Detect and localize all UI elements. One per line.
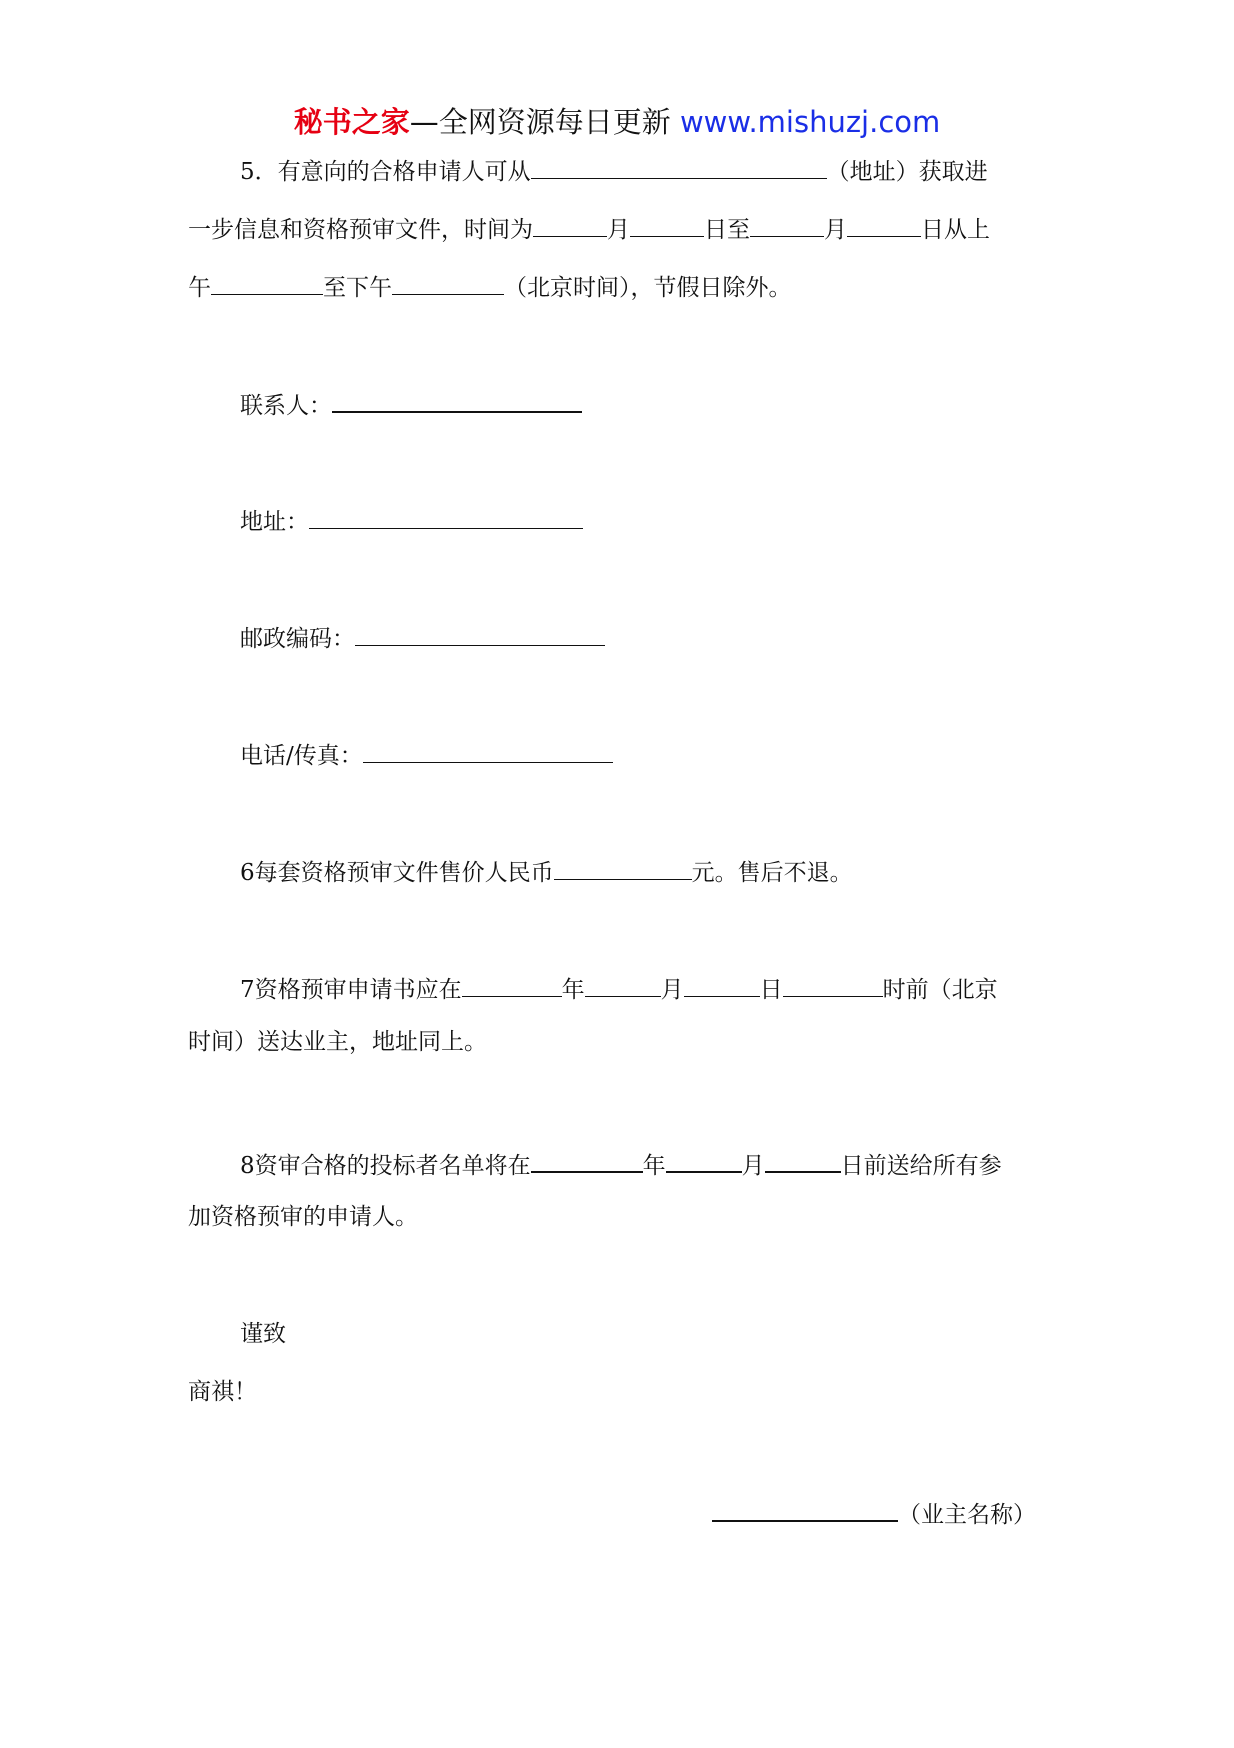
owner-name-field[interactable]: [712, 1492, 898, 1522]
address-row: 地址：: [240, 500, 583, 538]
am-time-blank[interactable]: [211, 266, 323, 295]
closing-salutation: 商祺！: [188, 1379, 257, 1405]
address-field[interactable]: [309, 500, 583, 529]
item7-line1: 7资格预审申请书应在 年 月 日 时前（北京: [240, 968, 998, 1006]
notice-day-blank[interactable]: [765, 1143, 841, 1173]
start-month-blank[interactable]: [533, 208, 607, 237]
end-day-blank[interactable]: [847, 208, 921, 237]
site-watermark-header: [0, 100, 1234, 144]
price-blank[interactable]: [554, 851, 692, 880]
submit-year-blank[interactable]: [462, 968, 562, 997]
end-month-blank[interactable]: [750, 208, 824, 237]
item7-line2: 时间）送达业主，地址同上。: [188, 1029, 487, 1055]
item5-line1: 5．有意向的合格申请人可从 （地址）获取进: [240, 150, 988, 188]
item5-line3: 午 至下午 （北京时间），节假日除外。: [188, 266, 792, 304]
slogan: —全网资源每日更新: [409, 105, 680, 139]
item8-line1: 8资审合格的投标者名单将在 年 月 日前送给所有参: [240, 1143, 1002, 1182]
postcode-field[interactable]: [355, 617, 605, 646]
item6-line: 6每套资格预审文件售价人民币 元。售后不退。: [240, 851, 853, 889]
address-blank[interactable]: [531, 150, 827, 179]
start-day-blank[interactable]: [630, 208, 704, 237]
brand-name: 秘书之家: [293, 105, 410, 139]
closing-regards: 谨致: [240, 1321, 286, 1347]
site-url-link[interactable]: www.mishuzj.com: [679, 105, 941, 139]
phone-fax-row: 电话/传真：: [240, 734, 613, 772]
notice-month-blank[interactable]: [666, 1143, 742, 1173]
notice-year-blank[interactable]: [531, 1143, 643, 1173]
phone-fax-field[interactable]: [363, 734, 613, 763]
owner-signature-row: （业主名称）: [712, 1492, 1036, 1531]
pm-time-blank[interactable]: [392, 266, 504, 295]
item5-line2: 一步信息和资格预审文件，时间为 月 日至 月 日从上: [188, 208, 990, 246]
submit-hour-blank[interactable]: [783, 968, 883, 997]
contact-person-row: 联系人：: [240, 383, 582, 422]
submit-month-blank[interactable]: [585, 968, 661, 997]
postcode-row: 邮政编码：: [240, 617, 605, 655]
item8-line2: 加资格预审的申请人。: [188, 1204, 418, 1230]
submit-day-blank[interactable]: [684, 968, 760, 997]
contact-person-field[interactable]: [332, 383, 582, 413]
